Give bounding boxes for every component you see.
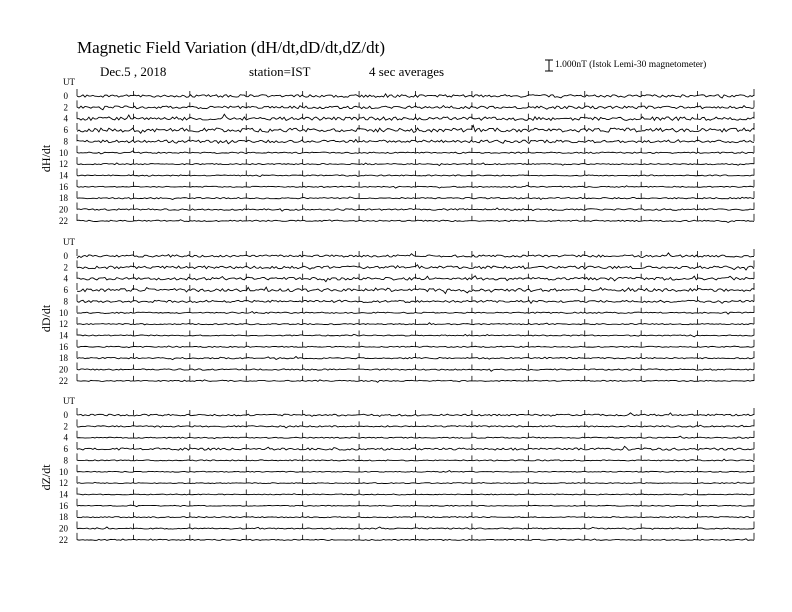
date-label: Dec.5 , 2018 xyxy=(100,64,167,79)
row-hour-label: 12 xyxy=(59,159,68,170)
row-hour-label: 12 xyxy=(59,478,68,489)
chart-title: Magnetic Field Variation (dH/dt,dD/dt,dZ/dt) xyxy=(77,38,386,57)
row-hour-label: 14 xyxy=(59,330,68,341)
averaging-label: 4 sec averages xyxy=(369,64,445,79)
trace-line xyxy=(77,106,754,110)
row-hour-label: 8 xyxy=(63,455,68,466)
row-hour-label: 22 xyxy=(59,215,68,226)
trace-line xyxy=(77,516,754,517)
scale-bar-label: 1.000nT (Istok Lemi-30 magnetometer) xyxy=(555,60,707,70)
row-hour-label: 4 xyxy=(63,273,68,284)
row-hour-label: 18 xyxy=(59,512,68,523)
panel-ylabel: dD/dt xyxy=(39,304,53,333)
row-hour-label: 0 xyxy=(63,251,68,261)
station-label: station=IST xyxy=(249,64,311,79)
row-hour-label: 8 xyxy=(63,296,68,307)
row-hour-label: 4 xyxy=(63,113,68,124)
row-hour-label: 4 xyxy=(63,432,68,443)
row-hour-label: 20 xyxy=(59,523,68,534)
ut-label: UT xyxy=(63,77,75,87)
row-hour-label: 16 xyxy=(59,181,68,192)
row-hour-label: 10 xyxy=(59,466,68,477)
row-hour-label: 6 xyxy=(63,285,68,296)
trace-line xyxy=(77,208,754,211)
row-hour-label: 0 xyxy=(63,91,68,101)
panel-ylabel: dH/dt xyxy=(39,144,53,173)
row-hour-label: 2 xyxy=(63,262,68,273)
row-hour-label: 10 xyxy=(59,147,68,158)
row-hour-label: 6 xyxy=(63,125,68,136)
trace-line xyxy=(77,369,754,371)
row-hour-label: 8 xyxy=(63,136,68,147)
trace-line xyxy=(77,505,754,506)
panel-ylabel: dZ/dt xyxy=(39,464,53,491)
trace-line xyxy=(77,346,754,348)
row-hour-label: 18 xyxy=(59,353,68,364)
row-hour-label: 20 xyxy=(59,204,68,215)
ut-label: UT xyxy=(63,396,75,406)
row-hour-label: 16 xyxy=(59,341,68,352)
row-hour-label: 12 xyxy=(59,319,68,330)
ut-label: UT xyxy=(63,237,75,247)
row-hour-label: 2 xyxy=(63,421,68,432)
row-hour-label: 0 xyxy=(63,410,68,420)
row-hour-label: 22 xyxy=(59,375,68,386)
row-hour-label: 10 xyxy=(59,307,68,318)
row-hour-label: 20 xyxy=(59,364,68,375)
row-hour-label: 2 xyxy=(63,102,68,113)
row-hour-label: 18 xyxy=(59,193,68,204)
row-hour-label: 22 xyxy=(59,534,68,545)
row-hour-label: 14 xyxy=(59,489,68,500)
row-hour-label: 16 xyxy=(59,500,68,511)
row-hour-label: 6 xyxy=(63,444,68,455)
trace-line xyxy=(77,175,754,177)
row-hour-label: 14 xyxy=(59,170,68,181)
